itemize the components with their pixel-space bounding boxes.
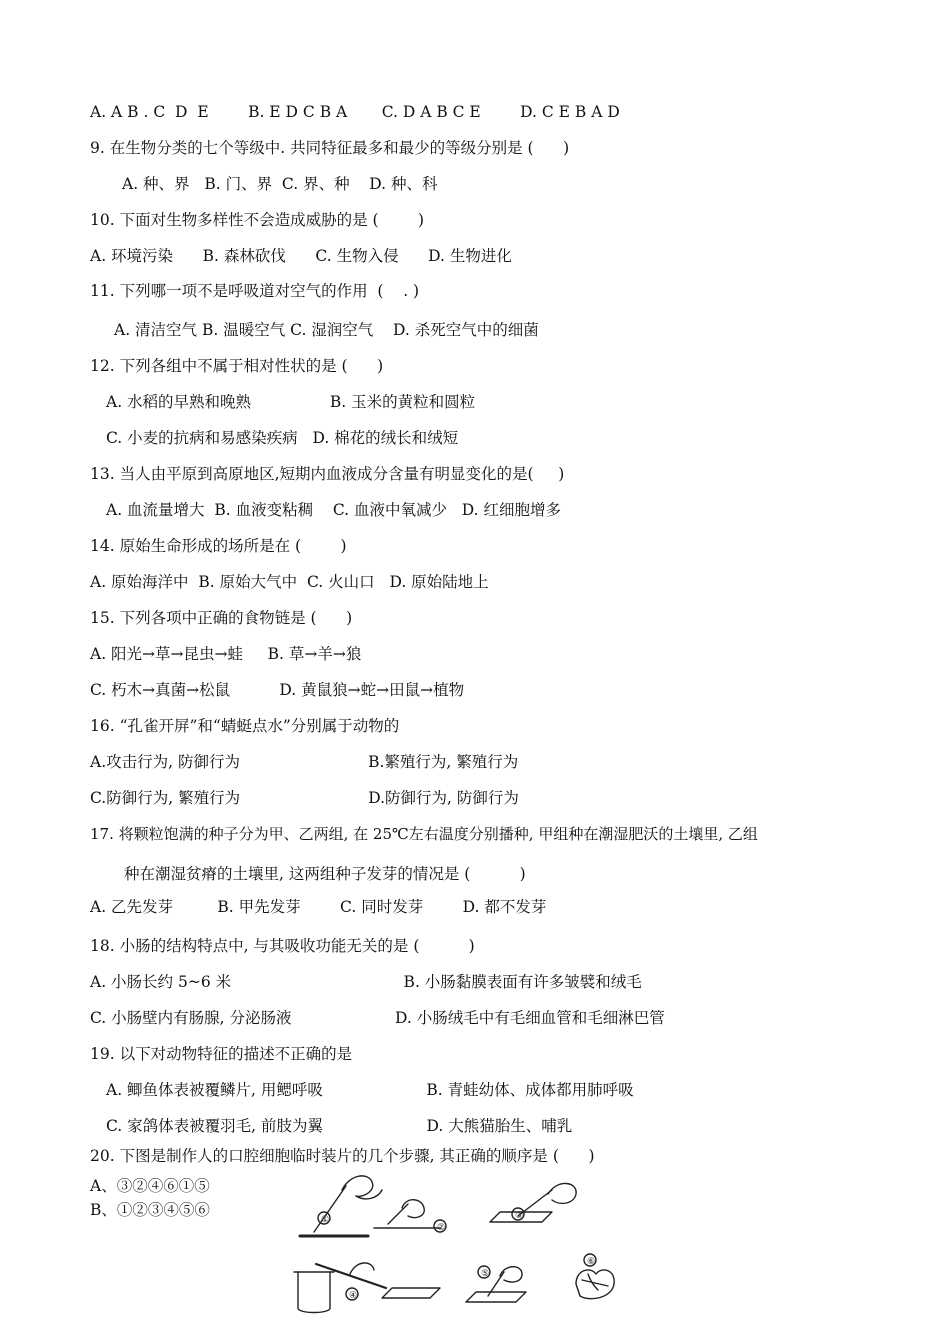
q9-options: A. 种、界 B. 门、界 C. 界、种 D. 种、科 (122, 175, 438, 193)
step-4-drawing (294, 1263, 440, 1313)
q8-options: A. A B . C D E B. E D C B A C. D A B C E D. C E B A D (90, 103, 620, 121)
step-2-drawing (374, 1200, 446, 1233)
q17-stem-line2: 种在潮湿贫瘠的土壤里, 这两组种子发芽的情况是 ( ) (124, 865, 526, 883)
q19-stem: 19. 以下对动物特征的描述不正确的是 (90, 1045, 353, 1063)
q12-options-row1: A. 水稻的早熟和晚熟 B. 玉米的黄粒和圆粒 (106, 393, 476, 411)
step-1-drawing (300, 1176, 382, 1236)
q18-options-row1: A. 小肠长约 5~6 米 B. 小肠黏膜表面有许多皱襞和绒毛 (90, 973, 642, 991)
step-6-drawing (576, 1254, 614, 1299)
q15-stem: 15. 下列各项中正确的食物链是 ( ) (90, 609, 353, 627)
q20-option-a: A、③②④⑥①⑤ (90, 1177, 210, 1195)
q15-options-row1: A. 阳光→草→昆虫→蛙 B. 草→羊→狼 (90, 645, 362, 663)
q12-options-row2: C. 小麦的抗病和易感染疾病 D. 棉花的绒长和绒短 (106, 429, 459, 447)
q9-stem: 9. 在生物分类的七个等级中. 共同特征最多和最少的等级分别是 ( ) (90, 139, 570, 157)
step-label-2: ② (437, 1223, 446, 1233)
q14-stem: 14. 原始生命形成的场所是在 ( ) (90, 537, 347, 555)
q11-stem: 11. 下列哪一项不是呼吸道对空气的作用 ( . ) (90, 282, 420, 300)
q16-stem: 16. “孔雀开屏”和“蜻蜓点水”分别属于动物的 (90, 717, 400, 735)
step-3-top-drawing (490, 1183, 576, 1222)
q18-stem: 18. 小肠的结构特点中, 与其吸收功能无关的是 ( ) (90, 937, 475, 955)
q19-options-row1: A. 鲫鱼体表被覆鳞片, 用鳃呼吸 B. 青蛙幼体、成体都用肺呼吸 (106, 1081, 634, 1099)
q17-stem-line1: 17. 将颗粒饱满的种子分为甲、乙两组, 在 25℃左右温度分别播种, 甲组种在潮湿肥沃的土壤里, 乙组 (90, 825, 758, 843)
q17-options: A. 乙先发芽 B. 甲先发芽 C. 同时发芽 D. 都不发芽 (90, 898, 547, 916)
q10-stem: 10. 下面对生物多样性不会造成威胁的是 ( ) (90, 211, 425, 229)
q19-options-row2: C. 家鸽体表被覆羽毛, 前肢为翼 D. 大熊猫胎生、哺乳 (106, 1117, 573, 1135)
step-label-6: ⑥ (587, 1257, 596, 1267)
q11-options: A. 清洁空气 B. 温暖空气 C. 湿润空气 D. 杀死空气中的细菌 (114, 321, 539, 339)
step-label-4: ④ (349, 1291, 358, 1301)
slide-preparation-steps-figure (290, 1168, 650, 1318)
q13-options: A. 血流量增大 B. 血液变粘稠 C. 血液中氧减少 D. 红细胞增多 (106, 501, 562, 519)
q20-stem: 20. 下图是制作人的口腔细胞临时装片的几个步骤, 其正确的顺序是 ( ) (90, 1147, 595, 1165)
step-label-1: ① (321, 1215, 330, 1225)
q15-options-row2: C. 朽木→真菌→松鼠 D. 黄鼠狼→蛇→田鼠→植物 (90, 681, 465, 699)
q12-stem: 12. 下列各组中不属于相对性状的是 ( ) (90, 357, 384, 375)
q16-options-row1: A.攻击行为, 防御行为 B.繁殖行为, 繁殖行为 (90, 753, 519, 771)
q14-options: A. 原始海洋中 B. 原始大气中 C. 火山口 D. 原始陆地上 (90, 573, 489, 591)
q13-stem: 13. 当人由平原到高原地区,短期内血液成分含量有明显变化的是( ) (90, 465, 565, 483)
step-label-5: ⑤ (481, 1269, 490, 1279)
step-label-3-top: ③ (515, 1211, 524, 1221)
q10-options: A. 环境污染 B. 森林砍伐 C. 生物入侵 D. 生物进化 (90, 247, 512, 265)
q18-options-row2: C. 小肠壁内有肠腺, 分泌肠液 D. 小肠绒毛中有毛细血管和毛细淋巴管 (90, 1009, 665, 1027)
step-5-drawing (466, 1266, 526, 1302)
q20-option-b: B、①②③④⑤⑥ (90, 1201, 210, 1219)
q16-options-row2: C.防御行为, 繁殖行为 D.防御行为, 防御行为 (90, 789, 519, 807)
